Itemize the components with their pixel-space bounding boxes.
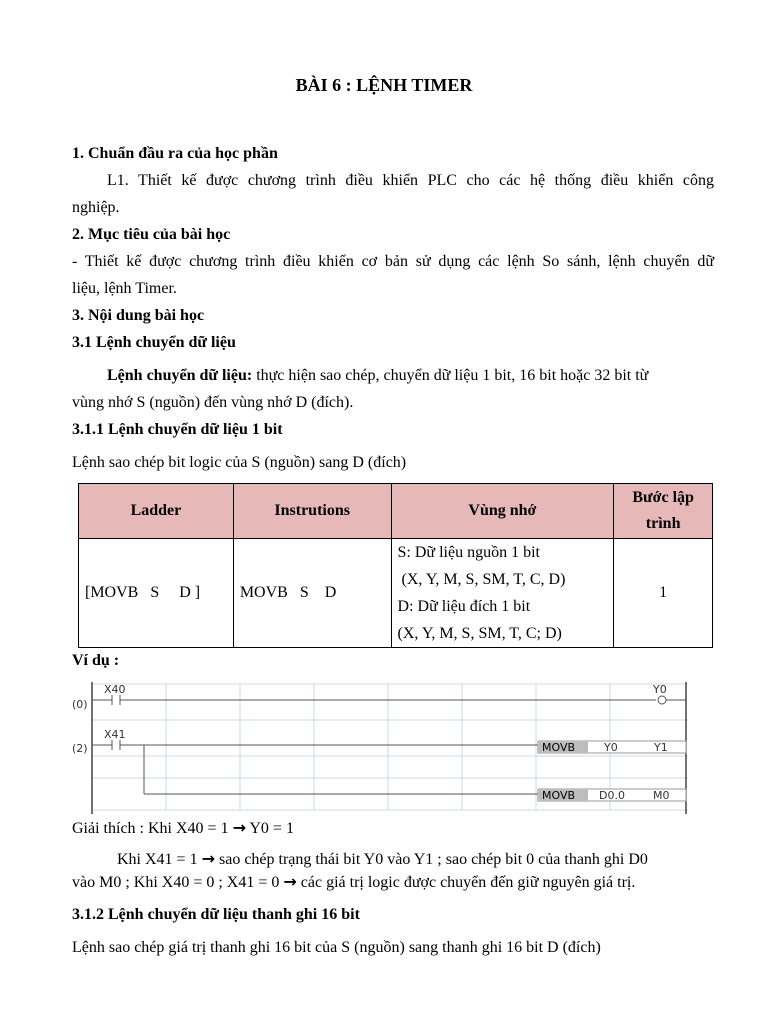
explanation-text: sao chép trạng thái bit Y0 vào Y1 ; sao chép bit 0 của thanh ghi D0 [214, 851, 648, 868]
movb1-source: Y0 [604, 741, 618, 754]
memory-line: S: Dữ liệu nguồn 1 bit [397, 544, 540, 561]
objective-line2: liệu, lệnh Timer. [72, 280, 177, 297]
coil-y0-icon [658, 696, 666, 704]
definition-line1 [107, 366, 714, 386]
objective-line1: - Thiết kế được chương trình điều khiển cơ bản sử dụng các lệnh So sánh, lệnh chuyển dữ [72, 253, 714, 270]
movb1-dest: Y1 [654, 741, 668, 754]
header-program-steps: Bước lập trình [614, 484, 713, 539]
cell-memory-area [391, 539, 614, 648]
explanation-line1 [72, 818, 294, 839]
memory-line: D: Dữ liệu đích 1 bit [397, 598, 531, 615]
section-3-1-heading: 3.1 Lệnh chuyển dữ liệu [72, 334, 236, 351]
movb2-dest: M0 [653, 789, 670, 802]
definition-text: thực hiện sao chép, chuyển dữ liệu 1 bit, 16 bit hoặc 32 bit từ [252, 367, 649, 384]
outcome-l1-line2: nghiệp. [72, 199, 120, 216]
section-3-1-1-heading: 3.1.1 Lệnh chuyển dữ liệu 1 bit [72, 421, 283, 438]
definition-line2: vùng nhớ S (nguồn) đến vùng nhớ D (đích). [72, 394, 354, 411]
outcome-l1-line1: L1. Thiết kế được chương trình điều khiển PLC cho các hệ thống điều khiển công [107, 172, 714, 189]
explanation-text: Giải thích : Khi X40 = 1 [72, 820, 233, 837]
explanation-text: vào M0 ; Khi X40 = 0 ; X41 = 0 [72, 874, 284, 891]
movb-instruction-1 [538, 741, 686, 754]
movb-instruction-2 [538, 789, 686, 802]
coil-y0-label: Y0 [653, 683, 667, 696]
section-3-1-2-description: Lệnh sao chép giá trị thanh ghi 16 bit của S (nguồn) sang thanh ghi 16 bit D (đích) [72, 939, 601, 956]
header-instructions: Instrutions [233, 484, 391, 539]
contact-x41-icon [92, 740, 538, 750]
section-3-1-2-heading: 3.1.2 Lệnh chuyển dữ liệu thanh ghi 16 bit [72, 906, 360, 923]
section-2-heading: 2. Mục tiêu của bài học [72, 226, 231, 243]
arrow-right-icon: → [201, 849, 215, 868]
table-row [79, 539, 713, 648]
page-title: BÀI 6 : LỆNH TIMER [295, 75, 473, 95]
explanation-text: Y0 = 1 [245, 820, 294, 837]
contact-x41-label: X41 [104, 728, 126, 741]
explanation-text: Khi X41 = 1 [117, 851, 202, 868]
table-header-row [79, 484, 713, 539]
cell-instruction: MOVB S D [233, 539, 391, 648]
memory-line: (X, Y, M, S, SM, T, C; D) [397, 625, 562, 642]
section-3-heading: 3. Nội dung bài học [72, 307, 205, 324]
cell-steps: 1 [614, 539, 713, 648]
step-label-0: (0) [72, 698, 88, 711]
cell-ladder: [MOVB S D ] [79, 539, 234, 648]
movb-instruction-table [78, 483, 713, 648]
definition-term: Lệnh chuyển dữ liệu: [107, 367, 253, 384]
section-3-1-1-description: Lệnh sao chép bit logic của S (nguồn) sang D (đích) [72, 454, 407, 471]
movb1-op: MOVB [542, 741, 576, 754]
section-1-heading: 1. Chuẩn đầu ra của học phần [72, 145, 278, 162]
header-ladder: Ladder [79, 484, 234, 539]
step-label-2: (2) [72, 742, 88, 755]
movb2-source: D0.0 [599, 789, 625, 802]
arrow-right-icon: → [283, 872, 297, 891]
ladder-diagram [68, 680, 694, 814]
explanation-text: các giá trị logic được chuyển đến giữ nguyên giá trị. [296, 874, 636, 891]
explanation-line2 [117, 849, 648, 870]
contact-x40-icon [92, 695, 656, 705]
example-label: Ví dụ : [72, 652, 120, 669]
explanation-line3 [72, 872, 635, 893]
movb2-op: MOVB [542, 789, 576, 802]
arrow-right-icon: → [232, 818, 246, 837]
memory-line: (X, Y, M, S, SM, T, C, D) [397, 571, 566, 588]
contact-x40-label: X40 [104, 683, 126, 696]
header-memory-area: Vùng nhớ [391, 484, 614, 539]
